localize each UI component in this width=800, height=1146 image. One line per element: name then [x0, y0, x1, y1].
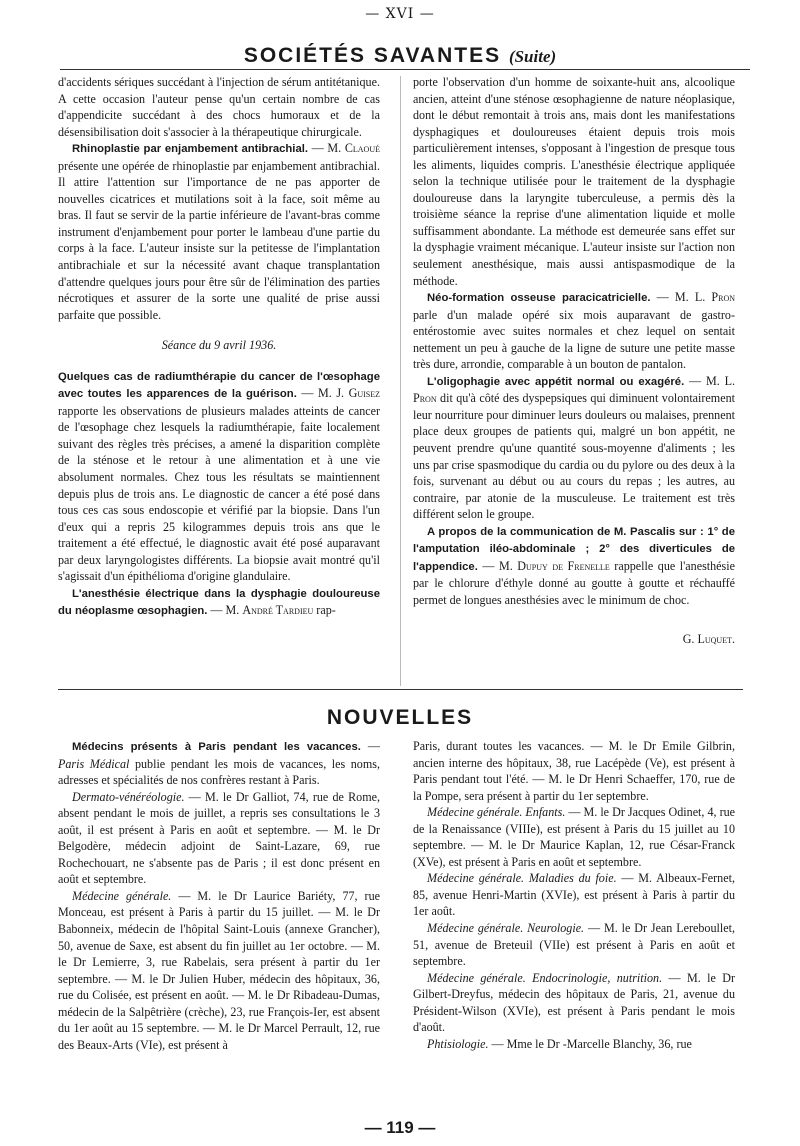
author-name: Dupuy de Frenelle — [517, 558, 610, 573]
dash: — M. L. — [650, 290, 712, 305]
specialty-label: Phtisiologie. — [427, 1036, 489, 1051]
specialty-label: Médecine générale. Neurologie. — [427, 921, 585, 936]
paragraph — [413, 920, 735, 970]
report-text: rapporte les observations de plusieurs malades atteints de cancer de l'œsophage chez lesquels la radiumthérapie, faite localement suivant des règles très précises, a amené la disparition complète de la sténose et le retour à une alimentation et à une vie absolument normales. Chez tous les résultats se maintiennent depuis plus de trois ans. Le diagnostic de cancer a été posé dans tous ces cas sous endoscopie et vérifié par la biopsie. Dans l'un d'eux qui a repris 25 kilogrammes depuis trois ans que le traitement a été effectué, le diagnostic avait été posé auparavant par deux laryngologistes différents. La biopsie avait montré qu'il s'agissait d'un épithélioma d'origine glandulaire. — [58, 403, 380, 584]
news-text: — M. Albeaux-Fernet, 85, avenue Henri-Martin (XVIe), est présent à Paris à partir du 1er août. — [413, 871, 735, 919]
specialty-label: Dermato-vénéréologie. — [72, 789, 185, 804]
section-title-suite: (Suite) — [508, 47, 557, 66]
specialty-label: Médecine générale. Enfants. — [427, 805, 566, 820]
author-name: André Tardieu — [242, 603, 314, 618]
dash: — M. — [308, 141, 345, 156]
dash: — M. J. — [296, 386, 349, 401]
news-title: Médecins présents à Paris pendant les vacances. — [72, 741, 361, 753]
paragraph — [58, 140, 380, 323]
societes-left-column — [58, 74, 380, 714]
section-title-nouvelles: NOUVELLES — [326, 706, 474, 729]
journal-name: Paris Médical — [58, 756, 130, 771]
paragraph — [413, 804, 735, 870]
news-text: — Mme le Dr -Marcelle Blanchy, 36, rue — [488, 1036, 692, 1051]
report-title: A propos de la communication de M. Pascalis sur : 1° de l'amputation iléo-abdominale ; 2° des diverticules de l'appendice. — [413, 525, 735, 573]
dash: — — [360, 739, 380, 753]
specialty-label: Médecine générale. Maladies du foie. — [427, 871, 617, 886]
report-title: L'anesthésie électrique dans la dysphagie douloureuse du néoplasme œsophagien. — [58, 587, 380, 618]
section-divider-rule — [58, 689, 743, 690]
report-title: Néo-formation osseuse paracicatricielle. — [427, 292, 651, 305]
paragraph — [413, 870, 735, 920]
nouvelles-left-column — [58, 738, 380, 1110]
author-name: Pron — [413, 391, 437, 406]
report-text: présente une opérée de rhinoplastie par enjambement antibrachial. Il attire l'attention sur l'importance de ne pas apporter de nouvelles cicatrices et mutilations soit à la face, soit même au bras. Il faut se servir de la partie inférieure de l'avant-bras comme instrument d'enjambement pour porter le lambeau d'une partie du corps à la face. L'auteur insiste sur la petitesse de l'implantation antibrachiale et sur la nécessité avant chaque transplantation d'attendre quelques jours pour être sûr de l'élimination des parties nécrotiques et assurer de la sorte une qualité de prise aussi parfaite que possible. — [58, 158, 380, 322]
paragraph — [413, 1036, 735, 1053]
news-text: — M. le Dr Jean Lereboullet, 51, avenue de Breteuil (VIIe) est présent à Paris en août et septembre. — [413, 921, 735, 969]
specialty-label: Médecine générale. — [72, 888, 172, 903]
news-text: — M. le Dr Gilbert-Dreyfus, médecin des hôpitaux de Paris, 21, avenue du Président-Wilson (XVIe), est présent à Paris pendant le mois d'août. — [413, 970, 735, 1035]
signature: G. Luquet. — [682, 631, 735, 646]
paragraph — [413, 373, 735, 523]
news-text: — M. le Dr Laurice Bariéty, 77, rue Monceau, est présent à Paris à partir du 15 juillet. — M. le Dr Babonneix, médecin de l'hôpital Saint-Louis (annexe Grancher), 50, avenue de Saxe, est absent du fin juillet au 1er octobre. — M. le Dr Lemierre, 3, rue Rabelais, sera présent à partir du 1er septembre. — M. le Dr Julien Huber, médecin des hôpitaux, 36, rue du Colisée, est présent en août. — M. le Dr Ribadeau-Dumas, médecin de la Salpêtrière (crèche), 23, rue François-Ier, est absent du 1er août au 15 septembre. — M. le Dr Marcel Perrault, 12, rue des Beaux-Arts (VIe), est présent à — [58, 888, 380, 1052]
news-text: — M. le Dr Galliot, 74, rue de Rome, absent pendant le mois de juillet, a repris ses consultations le 3 août, il est présent à Paris en août et septembre. — M. le Dr Belgodère, médecin adjoint de Saint-Lazare, 69, rue Rochechouart, ne s'absente pas de Paris ; il est donc présent en août et septembre. — [58, 789, 380, 887]
paragraph — [58, 888, 380, 1053]
report-text: parle d'un malade opéré six mois auparavant de gastro-entérostomie avec suites normales et chez lequel on sentait nettement un peu à gauche de la ligne de suture une petite masse très dure, arrondie, comparable à un bouton de pantalon. — [413, 307, 735, 372]
seance-date: Séance du 9 avril 1936. — [161, 338, 277, 353]
news-text: publie pendant les mois de vacances, les noms, adresses et spécialités de nos confrères restant à Paris. — [58, 756, 380, 788]
report-title: L'oligophagie avec appétit normal ou exagéré. — [427, 375, 685, 388]
societes-right-column — [413, 74, 735, 714]
report-title: Quelques cas de radiumthérapie du cancer de l'œsophage avec toutes les apparences de la guérison. — [58, 370, 380, 401]
nouvelles-right-column — [413, 738, 735, 1110]
page-number: — 119 — — [364, 1118, 436, 1137]
paragraph — [58, 789, 380, 888]
report-text: rappelle que l'anesthésie par le chlorure d'éthyle donné au goutte à goutte et réchauffé permet de longues anesthésies avec le minimum de choc. — [413, 558, 735, 607]
page-roman-numeral: — XVI — — [365, 6, 435, 22]
author-name: Guisez — [348, 386, 380, 401]
report-text: dit qu'à côté des dyspepsiques qui diminuent volontairement leur nourriture pour diminuer leurs douleurs ou malaises, prennent place deux groupes de patients qui, malgré un bon appétit, ne peuvent prendre qu'une quantité sous-moyenne d'aliments ; les uns par crise spasmodique du cardia ou du pylore ou des deux à la fois, survenant au début ou au cours du repas ; les autres, au contraire, par atonie de la musculeuse. Le traitement est très différent selon le groupe. — [413, 391, 735, 522]
paragraph — [413, 970, 735, 1036]
paragraph: Paris, durant toutes les vacances. — M. le Dr Emile Gilbrin, ancien interne des hôpitaux, 38, rue Lacépède (Ve), est présent à Paris pendant tout l'été. — M. le Dr Henri Schaeffer, 170, rue de la Pompe, sera présent à partir du 1er septembre. — [413, 739, 735, 803]
author-name: Pron — [711, 290, 735, 305]
paragraph — [58, 368, 380, 585]
paragraph — [413, 289, 735, 373]
section-title-text: SOCIÉTÉS SAVANTES — [243, 44, 502, 67]
paragraph — [58, 738, 380, 789]
author-name: Claoué — [344, 141, 380, 156]
header-rule — [60, 69, 750, 70]
paragraph: porte l'observation d'un homme de soixante-huit ans, alcoolique ancien, atteint d'une sténose œsophagienne de nature néoplasique, dont le début remontait à trois ans, mais dont les manifestations dysphagiques et douloureuses étaient depuis trois mois particulièrement intenses, s'opposant à l'ingestion de presque tous les aliments, liquides compris. L'anesthésie électrique appliquée selon la technique utilisée pour le traitement de la dysphagie douloureuse dans la laryngite tuberculeuse, a permis dès la troisième séance la reprise d'une alimentation liquide et molle suffisamment abondante. La méthode est demeurée sans effet sur la dysphagie vraiment mécanique. L'auteur insiste sur l'action non seulement anesthésique, mais aussi antispasmodique de la méthode. — [413, 75, 735, 288]
column-separator — [400, 76, 401, 686]
news-text: — M. le Dr Jacques Odinet, 4, rue de la Renaissance (VIIIe), est présent à Paris du 15 juillet au 10 septembre. — M. le Dr Maurice Kaplan, 12, rue César-Franck (XVe), est présent à Paris en août et septembre. — [413, 805, 735, 869]
paragraph: d'accidents sériques succédant à l'injection de sérum antitétanique. A cette occasion l'auteur pense qu'un certain nombre de cas d'appendicite succédant à des chocs humoraux et de la désensibilisation doit s'associer à la thérapeutique chirurgicale. — [58, 75, 380, 139]
section-title-societes — [0, 44, 800, 69]
paragraph — [413, 523, 735, 609]
dash: — M. — [207, 603, 243, 618]
paragraph — [58, 585, 380, 620]
dash: — M. L. — [684, 373, 735, 388]
report-text: rap- — [313, 603, 336, 618]
report-title: Rhinoplastie par enjambement antibrachial. — [72, 143, 309, 156]
specialty-label: Médecine générale. Endocrinologie, nutrition. — [427, 970, 663, 985]
dash: — M. — [477, 558, 518, 573]
